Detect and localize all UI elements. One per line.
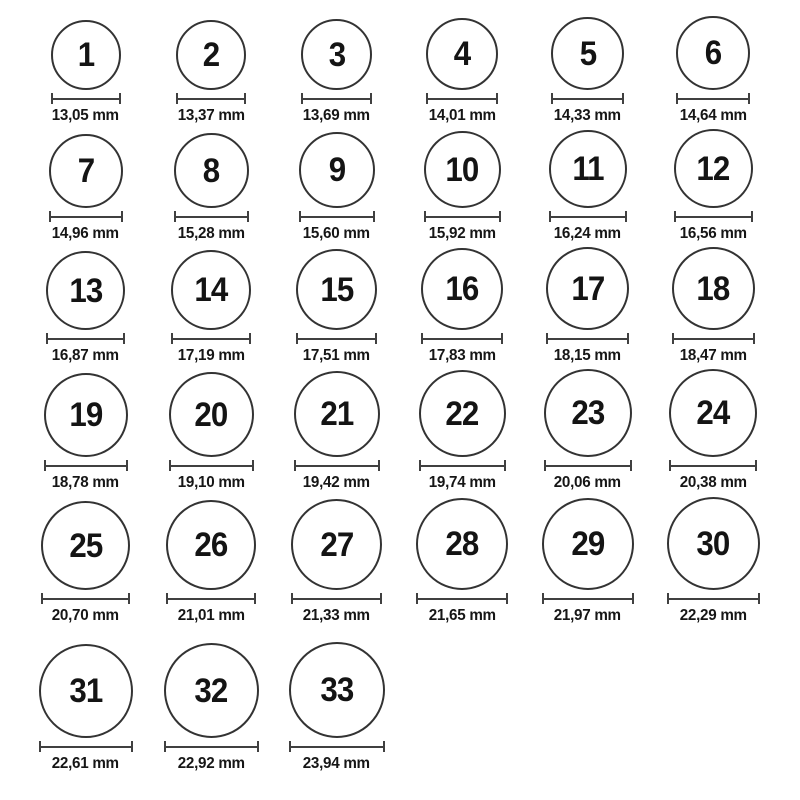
diameter-label: 17,51 mm bbox=[303, 347, 371, 364]
ring-size-number: 13 bbox=[69, 271, 103, 310]
ring-circle bbox=[41, 501, 130, 590]
diameter-dimension-line bbox=[669, 460, 757, 471]
diameter-dimension-line bbox=[551, 93, 624, 104]
diameter-label: 13,05 mm bbox=[52, 107, 120, 124]
ring-circle bbox=[291, 499, 382, 590]
ring-circle bbox=[296, 249, 377, 330]
ring-size-item bbox=[23, 20, 149, 125]
ring-circle bbox=[294, 371, 380, 457]
ring-size-number: 22 bbox=[445, 394, 479, 433]
ring-circle bbox=[416, 498, 508, 590]
ring-size-item bbox=[400, 131, 526, 243]
ring-circle bbox=[169, 372, 254, 457]
ring-size-item bbox=[400, 370, 526, 492]
diameter-label: 16,87 mm bbox=[52, 347, 120, 364]
ring-size-number: 7 bbox=[77, 152, 94, 190]
ring-size-number: 9 bbox=[328, 151, 345, 189]
ring-size-number: 20 bbox=[194, 395, 228, 434]
ring-circle bbox=[424, 131, 501, 208]
ring-circle bbox=[176, 20, 246, 90]
diameter-label: 18,78 mm bbox=[52, 474, 120, 491]
diameter-label: 17,83 mm bbox=[428, 347, 496, 364]
ring-size-number: 10 bbox=[445, 150, 479, 189]
diameter-dimension-line bbox=[676, 93, 750, 104]
diameter-dimension-line bbox=[44, 460, 128, 471]
ring-size-number: 31 bbox=[69, 672, 103, 710]
ring-size-number: 14 bbox=[194, 271, 228, 309]
diameter-label: 20,38 mm bbox=[679, 474, 747, 491]
ring-circle bbox=[39, 644, 133, 738]
diameter-dimension-line bbox=[421, 333, 503, 344]
ring-circle bbox=[669, 369, 757, 457]
ring-circle bbox=[164, 643, 259, 738]
ring-size-item bbox=[149, 372, 275, 492]
ring-circle bbox=[549, 130, 627, 208]
ring-size-item bbox=[400, 18, 526, 125]
ring-size-item bbox=[651, 247, 777, 365]
diameter-dimension-line bbox=[39, 741, 133, 752]
diameter-label: 17,19 mm bbox=[177, 347, 245, 364]
ring-size-number: 27 bbox=[320, 525, 354, 564]
ring-size-number: 25 bbox=[69, 526, 103, 565]
ring-size-item bbox=[274, 132, 400, 243]
ring-size-number: 2 bbox=[202, 36, 220, 74]
diameter-dimension-line bbox=[171, 333, 251, 344]
ring-size-item bbox=[400, 248, 526, 365]
diameter-dimension-line bbox=[426, 93, 498, 104]
diameter-dimension-line bbox=[169, 460, 254, 471]
diameter-dimension-line bbox=[294, 460, 380, 471]
ring-circle bbox=[174, 133, 249, 208]
diameter-dimension-line bbox=[51, 93, 121, 104]
ring-circle bbox=[49, 134, 123, 208]
ring-size-number: 17 bbox=[571, 269, 605, 308]
ring-size-item bbox=[149, 20, 275, 125]
diameter-dimension-line bbox=[416, 593, 508, 604]
chart-row bbox=[23, 243, 800, 365]
diameter-label: 23,94 mm bbox=[303, 755, 371, 772]
ring-circle bbox=[667, 497, 760, 590]
ring-size-item bbox=[274, 371, 400, 492]
diameter-dimension-line bbox=[46, 333, 125, 344]
ring-size-number: 19 bbox=[69, 396, 103, 434]
diameter-label: 20,70 mm bbox=[52, 607, 120, 624]
diameter-label: 19,10 mm bbox=[177, 474, 245, 491]
diameter-label: 22,61 mm bbox=[52, 755, 120, 772]
diameter-dimension-line bbox=[542, 593, 634, 604]
ring-circle bbox=[676, 16, 750, 90]
diameter-dimension-line bbox=[424, 211, 501, 222]
ring-size-item bbox=[149, 643, 275, 773]
diameter-label: 18,15 mm bbox=[554, 347, 622, 364]
ring-size-number: 11 bbox=[572, 150, 604, 188]
ring-size-item bbox=[525, 17, 651, 125]
chart-row bbox=[23, 365, 800, 492]
ring-size-number: 23 bbox=[571, 394, 605, 432]
chart-row bbox=[23, 492, 800, 625]
ring-size-number: 4 bbox=[453, 35, 471, 73]
ring-size-item bbox=[651, 16, 777, 125]
ring-size-item bbox=[525, 130, 651, 243]
ring-circle bbox=[299, 132, 375, 208]
ring-size-number: 26 bbox=[194, 526, 228, 564]
ring-size-item bbox=[149, 500, 275, 625]
diameter-dimension-line bbox=[164, 741, 259, 752]
ring-circle bbox=[546, 247, 629, 330]
diameter-dimension-line bbox=[176, 93, 246, 104]
ring-size-number: 32 bbox=[194, 671, 228, 710]
ring-size-item bbox=[23, 501, 149, 625]
diameter-label: 13,69 mm bbox=[303, 107, 371, 124]
diameter-dimension-line bbox=[299, 211, 375, 222]
diameter-dimension-line bbox=[667, 593, 760, 604]
ring-size-number: 24 bbox=[696, 394, 730, 432]
diameter-label: 14,96 mm bbox=[52, 225, 120, 242]
ring-circle bbox=[166, 500, 256, 590]
diameter-dimension-line bbox=[419, 460, 506, 471]
diameter-label: 15,60 mm bbox=[303, 225, 371, 242]
ring-size-item bbox=[23, 644, 149, 773]
ring-size-number: 3 bbox=[328, 35, 345, 74]
diameter-dimension-line bbox=[549, 211, 627, 222]
ring-size-number: 28 bbox=[445, 525, 479, 563]
diameter-label: 21,97 mm bbox=[554, 607, 622, 624]
diameter-label: 14,33 mm bbox=[554, 107, 622, 124]
ring-size-item bbox=[400, 498, 526, 625]
chart-row bbox=[23, 125, 800, 243]
ring-size-item bbox=[274, 642, 400, 773]
ring-size-item bbox=[23, 251, 149, 365]
chart-row bbox=[23, 625, 800, 773]
diameter-dimension-line bbox=[674, 211, 753, 222]
diameter-dimension-line bbox=[291, 593, 382, 604]
diameter-label: 22,29 mm bbox=[679, 607, 747, 624]
diameter-label: 15,92 mm bbox=[428, 225, 496, 242]
ring-size-item bbox=[23, 134, 149, 243]
chart-row bbox=[23, 12, 800, 125]
diameter-label: 15,28 mm bbox=[177, 225, 245, 242]
ring-size-number: 12 bbox=[696, 149, 730, 188]
ring-size-item bbox=[149, 250, 275, 365]
diameter-label: 14,64 mm bbox=[679, 107, 747, 124]
ring-size-number: 6 bbox=[704, 34, 722, 72]
diameter-dimension-line bbox=[546, 333, 629, 344]
ring-circle bbox=[44, 373, 128, 457]
diameter-label: 16,24 mm bbox=[554, 225, 622, 242]
ring-size-item bbox=[23, 373, 149, 492]
diameter-dimension-line bbox=[166, 593, 256, 604]
ring-size-number: 15 bbox=[320, 270, 354, 309]
ring-size-item bbox=[651, 129, 777, 243]
ring-size-number: 33 bbox=[320, 671, 354, 709]
diameter-dimension-line bbox=[289, 741, 385, 752]
ring-size-number: 30 bbox=[696, 524, 730, 563]
ring-size-number: 8 bbox=[202, 151, 220, 190]
ring-size-number: 5 bbox=[579, 34, 596, 73]
ring-circle bbox=[544, 369, 632, 457]
ring-circle bbox=[426, 18, 498, 90]
diameter-label: 19,74 mm bbox=[428, 474, 496, 491]
diameter-dimension-line bbox=[544, 460, 632, 471]
ring-circle bbox=[421, 248, 503, 330]
diameter-dimension-line bbox=[672, 333, 755, 344]
ring-size-item bbox=[651, 369, 777, 492]
diameter-dimension-line bbox=[174, 211, 249, 222]
diameter-label: 21,01 mm bbox=[177, 607, 245, 624]
ring-circle bbox=[542, 498, 634, 590]
diameter-label: 14,01 mm bbox=[428, 107, 496, 124]
diameter-label: 19,42 mm bbox=[303, 474, 371, 491]
ring-size-item bbox=[525, 498, 651, 625]
ring-circle bbox=[419, 370, 506, 457]
ring-circle bbox=[51, 20, 121, 90]
ring-size-number: 18 bbox=[696, 269, 730, 308]
ring-size-number: 1 bbox=[77, 36, 94, 74]
ring-circle bbox=[551, 17, 624, 90]
diameter-label: 21,65 mm bbox=[428, 607, 496, 624]
diameter-label: 21,33 mm bbox=[303, 607, 371, 624]
ring-size-item bbox=[274, 19, 400, 125]
ring-circle bbox=[674, 129, 753, 208]
ring-size-item bbox=[651, 497, 777, 625]
diameter-label: 16,56 mm bbox=[679, 225, 747, 242]
ring-size-item bbox=[525, 369, 651, 492]
ring-size-item bbox=[525, 247, 651, 365]
diameter-label: 13,37 mm bbox=[177, 107, 245, 124]
ring-size-number: 29 bbox=[571, 525, 605, 563]
ring-circle bbox=[289, 642, 385, 738]
ring-size-item bbox=[274, 249, 400, 365]
ring-size-number: 16 bbox=[445, 270, 479, 308]
diameter-dimension-line bbox=[49, 211, 123, 222]
ring-size-item bbox=[149, 133, 275, 243]
diameter-label: 20,06 mm bbox=[554, 474, 622, 491]
diameter-label: 18,47 mm bbox=[679, 347, 747, 364]
diameter-dimension-line bbox=[301, 93, 372, 104]
ring-circle bbox=[171, 250, 251, 330]
diameter-dimension-line bbox=[296, 333, 377, 344]
diameter-label: 22,92 mm bbox=[177, 755, 245, 772]
ring-circle bbox=[46, 251, 125, 330]
ring-size-item bbox=[274, 499, 400, 625]
ring-circle bbox=[301, 19, 372, 90]
ring-size-number: 21 bbox=[320, 395, 354, 433]
ring-circle bbox=[672, 247, 755, 330]
diameter-dimension-line bbox=[41, 593, 130, 604]
